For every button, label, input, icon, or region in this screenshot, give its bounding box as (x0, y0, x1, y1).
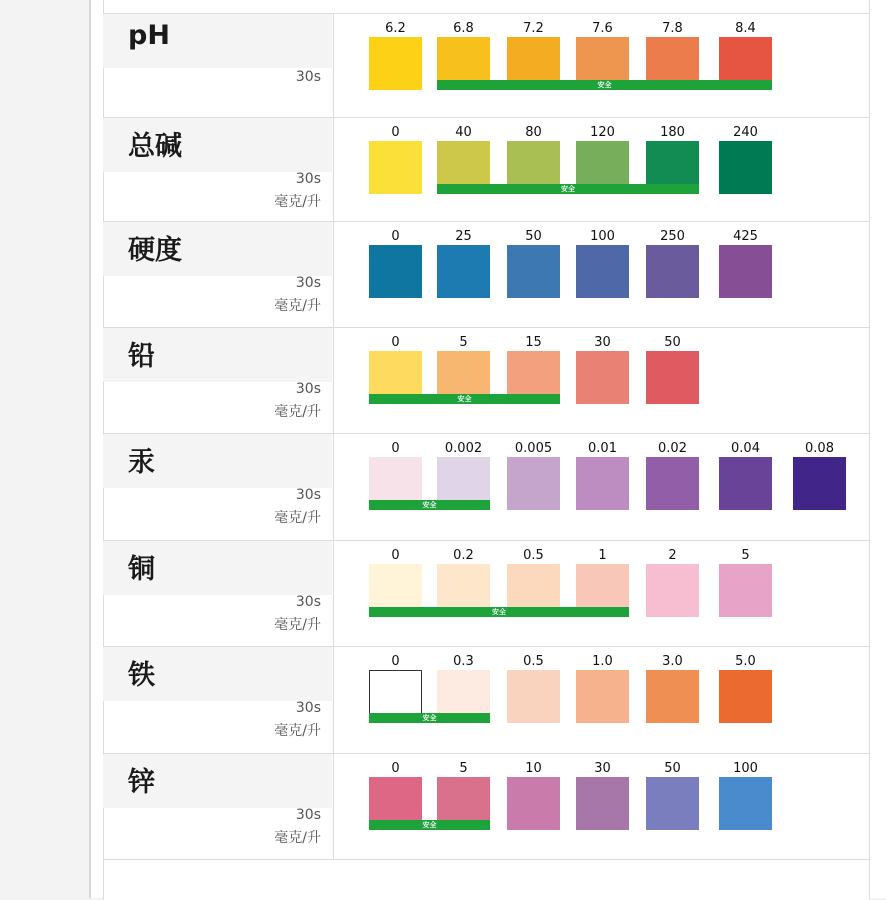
unit-label: 毫克/升 (274, 404, 321, 420)
swatch-value-label: 80 (525, 125, 542, 140)
swatch-value-label: 5 (459, 335, 468, 350)
parameter-label-cell (103, 647, 334, 753)
swatch-value-label: 6.2 (385, 21, 406, 36)
swatch-value-label: 0.01 (588, 441, 617, 456)
parameter-row (103, 328, 870, 434)
swatch-value-label: 0 (391, 761, 400, 776)
unit-label: 毫克/升 (274, 830, 321, 846)
swatch-value-label: 0.3 (453, 654, 474, 669)
color-swatch (646, 351, 699, 404)
parameter-name: 铁 (128, 660, 155, 691)
swatch-value-label: 30 (594, 761, 611, 776)
test-time: 30s (295, 171, 321, 187)
color-swatch (576, 457, 629, 510)
swatch-value-label: 5 (741, 548, 750, 563)
parameter-label-cell (103, 754, 334, 859)
swatch-value-label: 3.0 (662, 654, 683, 669)
swatch-value-label: 8.4 (735, 21, 756, 36)
parameter-name: 锌 (128, 767, 155, 798)
swatch-value-label: 425 (733, 229, 758, 244)
swatch-value-label: 0 (391, 229, 400, 244)
swatch-value-label: 250 (660, 229, 685, 244)
swatch-value-label: 0.02 (658, 441, 687, 456)
test-time: 30s (295, 275, 321, 291)
test-time: 30s (295, 381, 321, 397)
color-swatch (437, 245, 490, 298)
swatch-value-label: 2 (668, 548, 677, 563)
color-swatch (719, 777, 772, 830)
color-swatch (507, 457, 560, 510)
swatch-value-label: 0.08 (805, 441, 834, 456)
color-swatch (369, 245, 422, 298)
color-swatch (719, 245, 772, 298)
swatch-value-label: 30 (594, 335, 611, 350)
parameter-row (103, 754, 870, 860)
swatch-value-label: 0.2 (453, 548, 474, 563)
swatch-value-label: 6.8 (453, 21, 474, 36)
color-swatch (719, 141, 772, 194)
parameter-row (103, 541, 870, 647)
swatch-value-label: 7.2 (523, 21, 544, 36)
swatch-value-label: 180 (660, 125, 685, 140)
color-swatch (507, 670, 560, 723)
parameter-label-cell (103, 541, 334, 646)
safe-range-bar: 安全 (369, 500, 490, 510)
swatch-value-label: 50 (525, 229, 542, 244)
parameter-row (103, 118, 870, 222)
color-swatch (576, 351, 629, 404)
safe-range-bar: 安全 (437, 80, 772, 90)
swatch-value-label: 0.5 (523, 654, 544, 669)
unit-label: 毫克/升 (274, 617, 321, 633)
parameter-row (103, 434, 870, 541)
color-swatch (719, 670, 772, 723)
parameter-name: 铜 (128, 554, 155, 585)
test-time: 30s (295, 69, 321, 85)
swatch-value-label: 0 (391, 335, 400, 350)
swatch-value-label: 100 (590, 229, 615, 244)
swatch-value-label: 5.0 (735, 654, 756, 669)
swatch-value-label: 0.002 (444, 441, 483, 456)
swatch-value-label: 100 (733, 761, 758, 776)
parameter-row (103, 222, 870, 328)
unit-label: 毫克/升 (274, 723, 321, 739)
parameter-row (103, 14, 870, 118)
safe-range-bar: 安全 (369, 713, 490, 723)
parameter-label-cell (103, 328, 334, 433)
swatch-value-label: 15 (525, 335, 542, 350)
parameter-label-cell (103, 14, 334, 117)
parameter-name: 铅 (128, 341, 155, 372)
swatch-value-label: 50 (664, 761, 681, 776)
safe-range-bar: 安全 (369, 820, 490, 830)
parameter-label-cell (103, 118, 334, 221)
test-time: 30s (295, 487, 321, 503)
color-swatch (646, 670, 699, 723)
swatch-value-label: 0.005 (514, 441, 553, 456)
parameter-name: 硬度 (128, 235, 182, 266)
color-swatch (507, 245, 560, 298)
color-swatch (719, 457, 772, 510)
swatch-value-label: 50 (664, 335, 681, 350)
test-time: 30s (295, 594, 321, 610)
swatch-value-label: 120 (590, 125, 615, 140)
color-swatch (646, 245, 699, 298)
swatch-value-label: 240 (733, 125, 758, 140)
parameter-label-cell (103, 222, 334, 327)
swatch-value-label: 0 (391, 125, 400, 140)
parameter-row (103, 647, 870, 754)
color-swatch (646, 457, 699, 510)
parameter-name: 汞 (128, 447, 155, 478)
swatch-value-label: 7.6 (592, 21, 613, 36)
color-swatch (507, 777, 560, 830)
safe-range-bar: 安全 (369, 394, 560, 404)
color-swatch (576, 777, 629, 830)
swatch-value-label: 0 (391, 654, 400, 669)
swatch-value-label: 0 (391, 548, 400, 563)
safe-range-bar: 安全 (437, 184, 699, 194)
color-swatch (646, 777, 699, 830)
parameter-label-cell (103, 434, 334, 540)
color-swatch (576, 245, 629, 298)
swatch-value-label: 40 (455, 125, 472, 140)
swatch-value-label: 0 (391, 441, 400, 456)
color-swatch (369, 37, 422, 90)
swatch-value-label: 10 (525, 761, 542, 776)
unit-label: 毫克/升 (274, 194, 321, 210)
swatch-value-label: 25 (455, 229, 472, 244)
swatch-value-label: 1 (598, 548, 607, 563)
swatch-value-label: 5 (459, 761, 468, 776)
color-swatch (369, 141, 422, 194)
parameter-name: 总碱 (128, 131, 182, 162)
color-swatch (719, 564, 772, 617)
swatch-value-label: 0.04 (731, 441, 760, 456)
swatch-value-label: 1.0 (592, 654, 613, 669)
color-swatch (646, 564, 699, 617)
unit-label: 毫克/升 (274, 298, 321, 314)
test-time: 30s (295, 700, 321, 716)
test-time: 30s (295, 807, 321, 823)
parameter-name: pH (128, 20, 170, 51)
swatch-value-label: 7.8 (662, 21, 683, 36)
unit-label: 毫克/升 (274, 510, 321, 526)
safe-range-bar: 安全 (369, 607, 629, 617)
color-swatch (793, 457, 846, 510)
color-swatch (576, 670, 629, 723)
swatch-value-label: 0.5 (523, 548, 544, 563)
